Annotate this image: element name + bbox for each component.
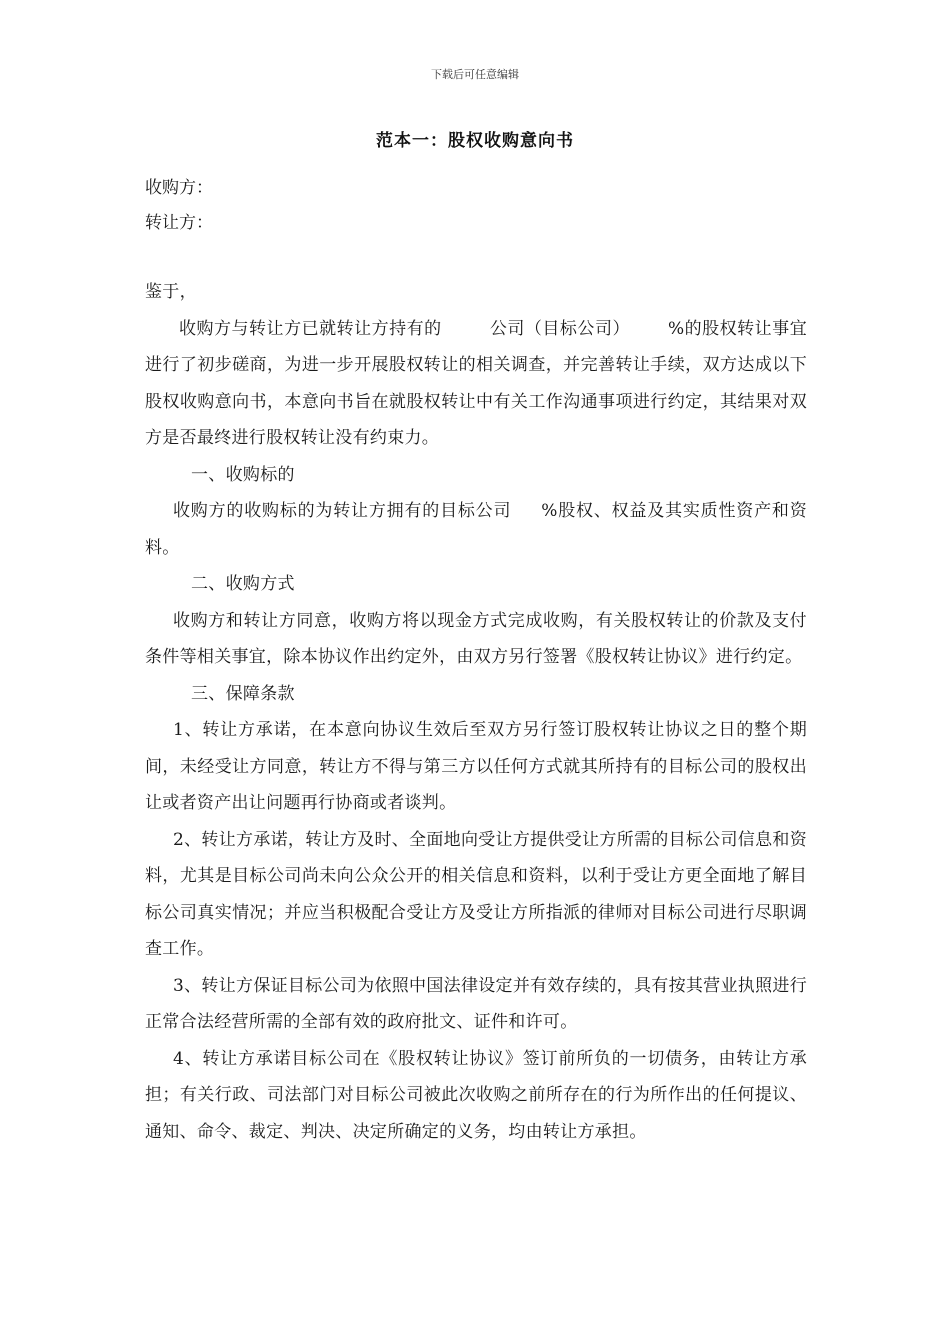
section-3-clause-2: 2、转让方承诺，转让方及时、全面地向受让方提供受让方所需的目标公司信息和资料，尤其是目标公司尚未向公众公开的相关信息和资料，以利于受让方更全面地了解目标公司真实情况；并应当积极配合受让方及受让方所指派的律师对目标公司进行尽职调查工作。 — [145, 829, 807, 959]
acquirer-label: 收购方： — [145, 178, 213, 198]
header-note: 下载后可任意编辑 — [431, 68, 519, 81]
section-3-heading: 三、保障条款 — [191, 683, 295, 704]
intro-part-1: 收购方与转让方已就转让方持有的 — [179, 318, 442, 339]
section-3-clause-3: 3、转让方保证目标公司为依照中国法律设定并有效存续的，具有按其营业执照进行正常合法经营所需的全部有效的政府批文、证件和许可。 — [145, 975, 807, 1032]
section-3-clause-1: 1、转让方承诺，在本意向协议生效后至双方另行签订股权转让协议之日的整个期间，未经受让方同意，转让方不得与第三方以任何方式就其所持有的目标公司的股权出让或者资产出让问题再行协商或者谈判。 — [145, 720, 807, 813]
intro-part-2: 公司（目标公司） — [489, 318, 630, 339]
section-1-text-part-1: 收购方的收购标的为转让方拥有的目标公司 — [173, 501, 512, 521]
intro-paragraph — [145, 311, 807, 457]
section-3-clause-4: 4、转让方承诺目标公司在《股权转让协议》签订前所负的一切债务，由转让方承担；有关行政、司法部门对目标公司被此次收购之前所存在的行为所作出的任何提议、通知、命令、裁定、判决、决定所确定的义务，均由转让方承担。 — [145, 1048, 807, 1142]
document-body — [145, 274, 807, 1150]
section-1-heading: 一、收购标的 — [191, 464, 295, 485]
section-1-text — [145, 493, 807, 566]
section-2-heading: 二、收购方式 — [191, 574, 295, 594]
section-2-text: 收购方和转让方同意，收购方将以现金方式完成收购，有关股权转让的价款及支付条件等相关事宜，除本协议作出约定外，由双方另行签署《股权转让协议》进行约定。 — [145, 610, 807, 667]
document-title: 范本一：股权收购意向书 — [376, 131, 574, 151]
transferor-label: 转让方： — [145, 213, 213, 233]
section-1-text-part-2: %股权、权益及其实质性资产和资料。 — [145, 501, 807, 558]
intro-part-3: %的股权转让事宜进行了初步磋商，为进一步开展股权转让的相关调查，并完善转让手续，双方达成以下股权收购意向书，本意向书旨在就股权转让中有关工作沟通事项进行约定，其结果对双方是否最终进行股权转让没有约束力。 — [145, 318, 807, 448]
whereas-line: 鉴于， — [145, 282, 197, 302]
